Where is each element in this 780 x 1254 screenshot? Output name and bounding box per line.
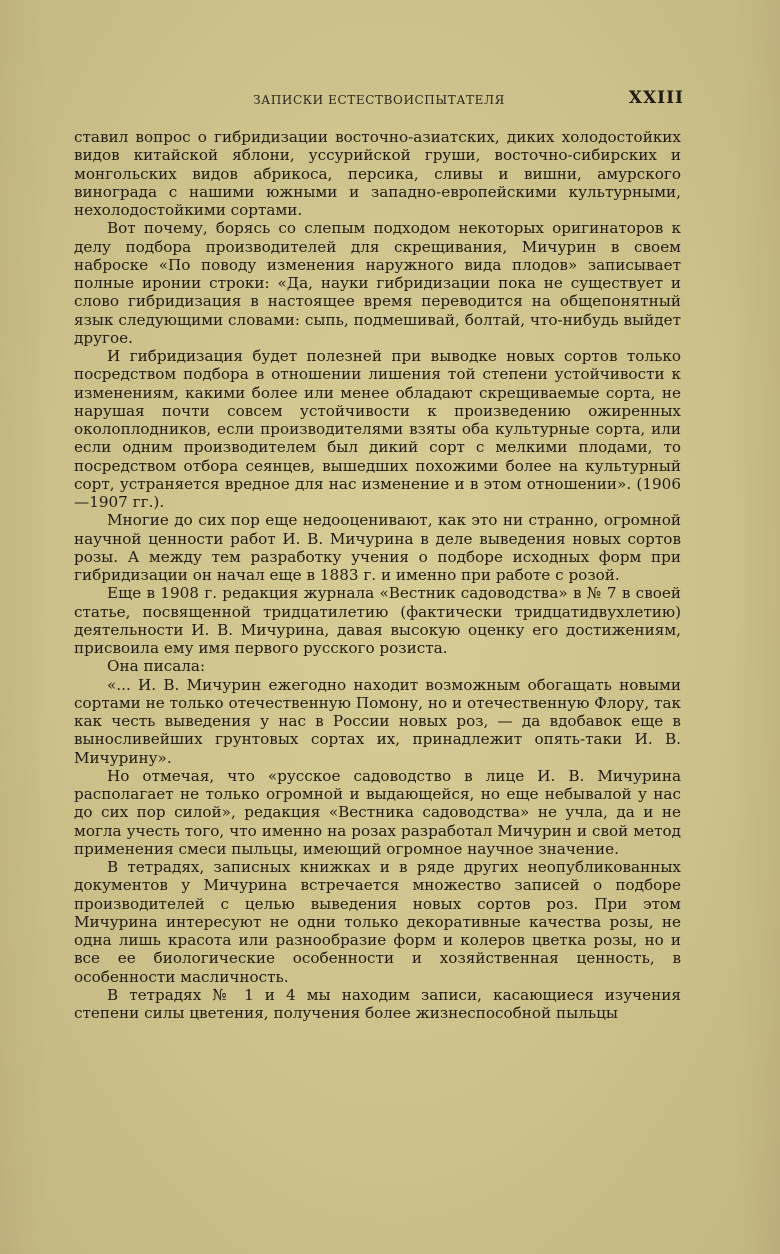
paragraph: ставил вопрос о гибридизации восточно-азиатских, диких холодостойких видов китайской яблони, уссурийской груши, восточно-сибирских и монгольских видов абрикоса, персика, сливы и вишни, амурского винограда с нашими южными и западно-европейскими культурными, нехолодостойкими сортами. [74, 128, 681, 219]
running-title: ЗАПИСКИ ЕСТЕСТВОИСПЫТАТЕЛЯ [253, 93, 505, 107]
page-header [74, 88, 684, 112]
paragraph: Вот почему, борясь со слепым подходом некоторых оригинаторов к делу подбора производителей для скрещивания, Мичурин в своем наброске «По поводу изменения наружного вида плодов» записывает полные иронии строки: «Да, науки гибридизации пока не существует и слово гибридизация в настоящее время переводится на общепонятный язык следующими словами: сыпь, подмешивай, болтай, что-нибудь выйдет другое. [74, 219, 681, 347]
paragraph: Но отмечая, что «русское садоводство в лице И. В. Мичурина располагает не только огромной и выдающейся, но еще небывалой у нас до сих пор силой», редакция «Вестника садоводства» не учла, да и не могла учесть того, что именно на розах разработал Мичурин и свой метод применения смеси пыльцы, имеющий огромное научное значение. [74, 766, 681, 858]
paragraph: В тетрадях № 1 и 4 мы находим записи, касающиеся изучения степени силы цветения, получения более жизнеспособной пыльцы [74, 985, 681, 1022]
paragraph: В тетрадях, записных книжках и в ряде других неопубликованных документов у Мичурина встречается множество записей о подборе производителей с целью выведения новых сортов роз. При этом Мичурина интересуют не одни только декоративные качества розы, не одна лишь красота или разнообразие форм и колеров цветка розы, но и все ее биологические особенности и хозяйственная ценность, в особенности масличность. [74, 858, 681, 986]
paragraph: Еще в 1908 г. редакция журнала «Вестник садоводства» в № 7 в своей статье, посвященной тридцатилетию (фактически тридцатидвухлетию) деятельности И. В. Мичурина, давая высокую оценку его достижениям, присвоила ему имя первого русского розиста. [74, 584, 681, 657]
paragraph: Она писала: [107, 657, 206, 676]
page-number: XXIII [628, 88, 684, 108]
paragraph: Многие до сих пор еще недооценивают, как это ни странно, огромной научной ценности работ И. В. Мичурина в деле выведения новых сортов розы. А между тем разработку учения о подборе исходных форм при гибридизации он начал еще в 1883 г. и именно при работе с розой. [74, 511, 681, 584]
body-text [74, 128, 681, 1022]
quote-paragraph: «... И. В. Мичурин ежегодно находит возможным обогащать новыми сортами не только отечественную Помону, но и отечественную Флору, так как честь выведения у нас в России новых роз, — да вдобавок еще в выносливейших грунтовых сортах их, принадлежит опять-таки И. В. Мичурину». [74, 675, 681, 767]
paragraph: И гибридизация будет полезней при выводке новых сортов только посредством подбора в отношении лишения той степени устойчивости к изменениям, какими более или менее обладают скрещиваемые сорта, не нарушая почти совсем устойчивости к произведению ожиренных околоплодников, если производителями взяты оба культурные сорта, или если одним производителем был дикий сорт с мелкими плодами, то посредством отбора сеянцев, вышедших похожими более на культурный сорт, устраняется вредное для нас изменение и в этом отношении». (1906—1907 гг.). [74, 347, 681, 511]
